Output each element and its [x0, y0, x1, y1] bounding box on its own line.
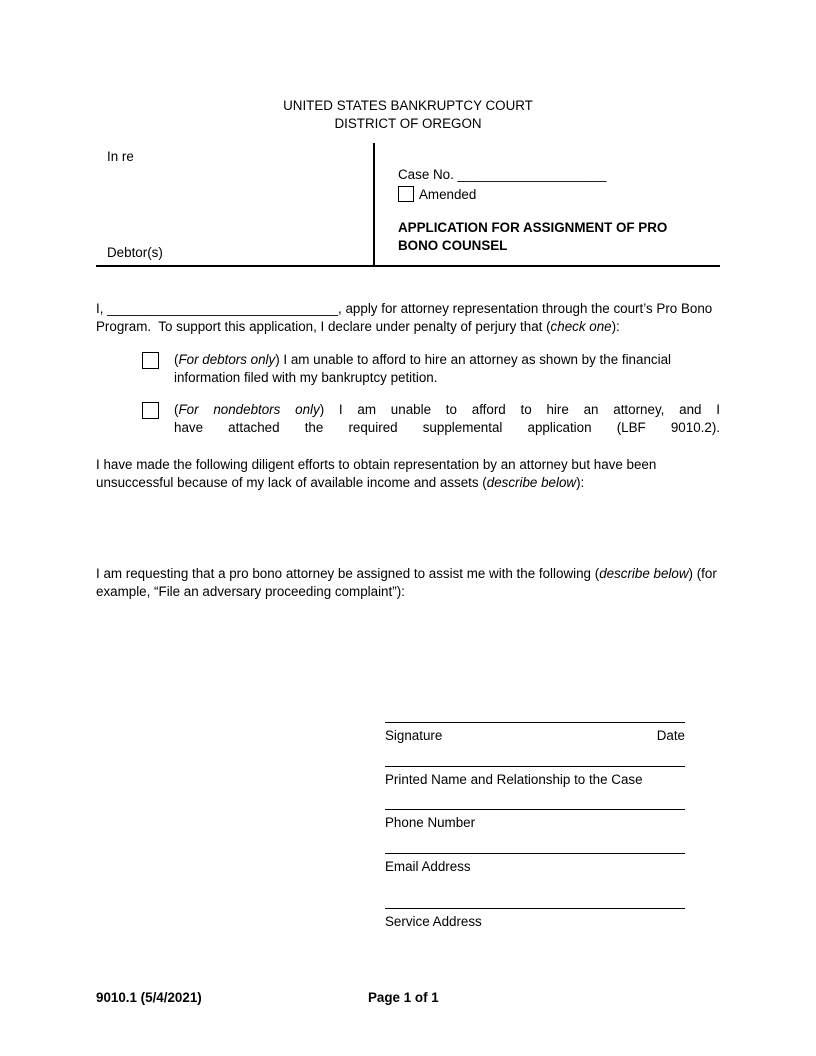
debtors-only-body: ) I am unable to afford to hire an attorney as shown by the financial information filed with my bankruptcy petition. — [174, 352, 671, 385]
debtors-only-checkbox[interactable] — [142, 352, 159, 369]
nondebtors-only-checkbox[interactable] — [142, 402, 159, 419]
request-text-pre: I am requesting that a pro bono attorney be assigned to assist me with the following ( — [96, 566, 600, 581]
nondebtors-only-line2: have attached the required supplemental application (LBF 9010.2). — [174, 419, 720, 435]
signature-date-labels — [385, 723, 685, 745]
court-header — [0, 0, 816, 132]
caption-left-column — [96, 143, 375, 265]
intro-text-mid: , apply for attorney representation through the court’s Pro Bono Program. To support this application, I declare under penalty of perjury that ( — [96, 301, 713, 334]
form-title — [398, 219, 720, 254]
intro-paragraph — [96, 300, 720, 335]
form-title-line2: BONO COUNSEL — [398, 237, 508, 253]
request-describe-below-italic: describe below — [599, 566, 689, 581]
request-paragraph — [96, 565, 720, 600]
court-district: DISTRICT OF OREGON — [334, 115, 482, 131]
nondebtors-only-open-paren: ( — [174, 402, 179, 417]
efforts-text-pre: I have made the following diligent efforts to obtain representation by an attorney but have been unsuccessful because of my lack of available income and assets ( — [96, 457, 657, 490]
applicant-name-blank[interactable]: _______________________________ — [107, 301, 339, 316]
amended-checkbox[interactable] — [398, 186, 414, 202]
amended-label: Amended — [419, 186, 477, 202]
caption-right-column — [375, 143, 720, 265]
nondebtors-only-text — [174, 401, 720, 436]
case-no-blank[interactable]: ____________________ — [457, 167, 607, 182]
in-re-label: In re — [107, 149, 134, 164]
nondebtors-only-italic: For nondebtors only — [178, 402, 320, 417]
debtors-only-italic: For debtors only — [178, 352, 276, 367]
efforts-paragraph — [96, 456, 720, 491]
case-no-label: Case No. — [398, 167, 458, 182]
signature-block — [385, 722, 685, 952]
debtors-only-option — [142, 351, 720, 386]
nondebtors-only-option — [142, 401, 720, 436]
intro-text-end: ): — [611, 318, 620, 334]
email-label: Email Address — [385, 858, 471, 874]
case-number-row — [398, 166, 720, 184]
printed-name-label: Printed Name and Relationship to the Case — [385, 771, 643, 787]
nondebtors-only-line1 — [174, 401, 720, 419]
amended-row — [398, 186, 720, 204]
service-address-label: Service Address — [385, 914, 482, 929]
check-one-italic: check one — [550, 318, 612, 334]
signature-label: Signature — [385, 728, 443, 743]
form-title-line1: APPLICATION FOR ASSIGNMENT OF PRO — [398, 220, 668, 235]
debtors-label: Debtor(s) — [107, 244, 163, 260]
court-name: UNITED STATES BANKRUPTCY COURT — [283, 98, 533, 113]
debtors-only-text — [174, 351, 720, 386]
intro-text-pre: I, — [96, 301, 108, 316]
date-label: Date — [656, 728, 685, 743]
efforts-describe-below-italic: describe below — [486, 474, 577, 490]
phone-label: Phone Number — [385, 815, 476, 830]
case-caption — [96, 143, 720, 267]
request-text-end: ) (for example, “File an adversary proceeding complaint”): — [96, 566, 717, 599]
nondebtors-only-body: ) I am unable to afford to hire an attorney, and I — [319, 402, 720, 417]
form-number: 9010.1 (5/4/2021) — [96, 990, 202, 1005]
debtors-only-open-paren: ( — [174, 352, 179, 367]
efforts-text-end: ): — [576, 474, 585, 490]
page-number: Page 1 of 1 — [368, 990, 439, 1005]
page-footer — [96, 989, 720, 1007]
